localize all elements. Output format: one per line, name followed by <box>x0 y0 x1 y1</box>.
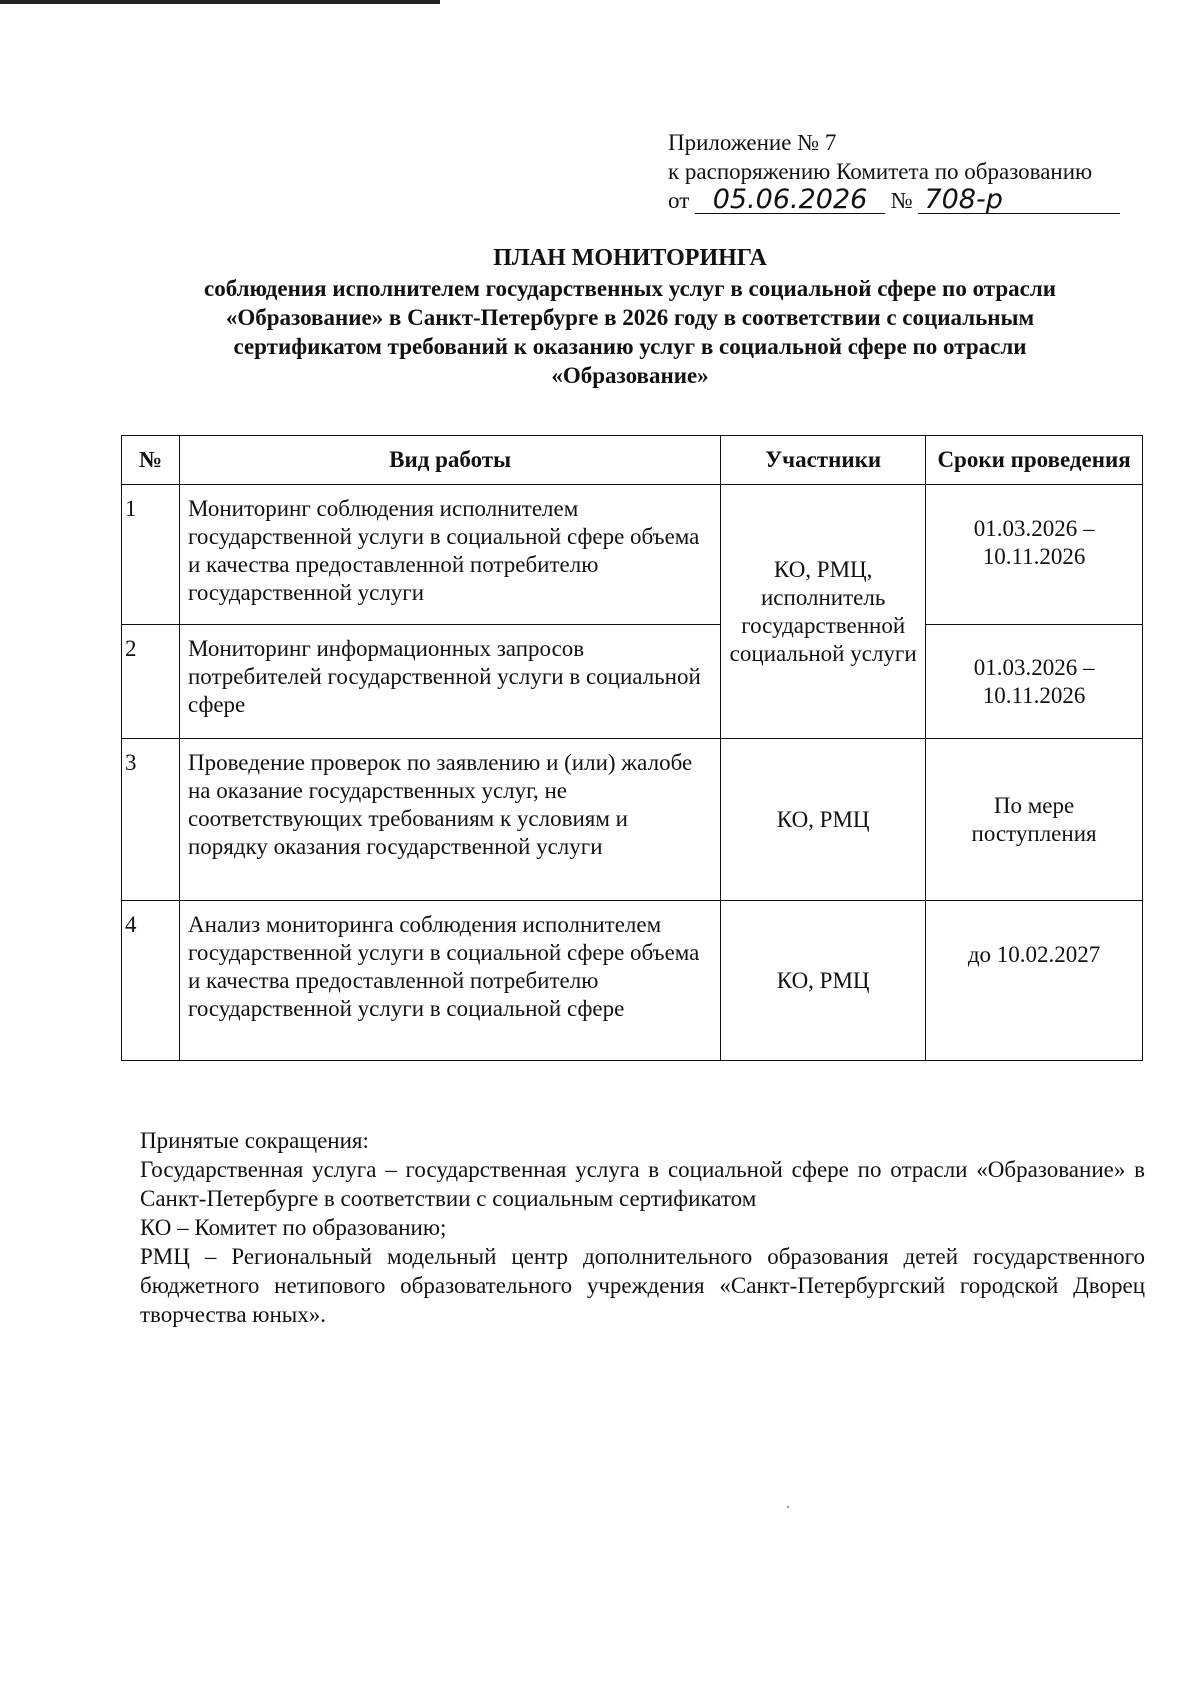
title-line: сертификатом требований к оказанию услуг в социальной сфере по отрасли <box>233 334 1027 359</box>
row-work-type: Мониторинг информационных запросов потребителей государственной услуги в социальной сфере <box>179 625 720 739</box>
table-row <box>122 901 1143 1061</box>
row-participants: КО, РМЦ, исполнитель государственной социальной услуги <box>721 485 926 739</box>
abbreviation-item: Государственная услуга – государственная услуга в социальной сфере по отрасли «Образование» в Санкт-Петербурге в соответствии с социальным сертификатом <box>140 1157 1145 1211</box>
header-work-type: Вид работы <box>179 436 720 485</box>
table-row <box>122 625 1143 739</box>
title-line: «Образование» в Санкт-Петербурге в 2026 году в соответствии с социальным <box>225 305 1035 330</box>
handwritten-date: 05.06.2026 <box>695 187 885 214</box>
annex-block <box>668 128 1120 215</box>
header-participants: Участники <box>721 436 926 485</box>
abbreviations-section <box>140 1126 1145 1329</box>
number-label: № <box>890 188 913 213</box>
title-main: ПЛАН МОНИТОРИНГА <box>493 245 767 271</box>
header-dates: Сроки проведения <box>926 436 1143 485</box>
table-row <box>122 485 1143 625</box>
row-work-type: Мониторинг соблюдения исполнителем государственной услуги в социальной сфере объема и качества предоставленной потребителю государственной услуги <box>179 485 720 625</box>
row-dates: По мере поступления <box>926 739 1143 901</box>
abbreviation-item: КО – Комитет по образованию; <box>140 1215 447 1240</box>
row-work-type: Анализ мониторинга соблюдения исполнителем государственной услуги в социальной сфере объема и качества предоставленной потребителю государственной услуги в социальной сфере <box>179 901 720 1061</box>
scan-edge-mark <box>0 0 440 4</box>
scan-speck <box>787 1506 789 1508</box>
title-line: «Образование» <box>551 363 709 388</box>
title-line: соблюдения исполнителем государственных услуг в социальной сфере по отрасли <box>203 276 1056 301</box>
header-no: № <box>122 436 180 485</box>
row-number: 1 <box>122 485 180 625</box>
row-work-type: Проведение проверок по заявлению и (или) жалобе на оказание государственных услуг, не соответствующих требованиям к условиям и порядку оказания государственной услуги <box>179 739 720 901</box>
row-number: 4 <box>122 901 180 1061</box>
annex-date-number-line <box>668 186 1120 215</box>
abbreviations-heading: Принятые сокращения: <box>140 1128 369 1153</box>
abbreviation-item: РМЦ – Региональный модельный центр дополнительного образования детей государственного бюджетного нетипового образовательного учреждения «Санкт-Петербургский городской Дворец творчества юных». <box>140 1244 1145 1327</box>
table-header-row <box>122 436 1143 485</box>
document-title <box>150 244 1110 390</box>
row-participants: КО, РМЦ <box>721 901 926 1061</box>
annex-title: Приложение № 7 <box>668 130 837 155</box>
table-row <box>122 739 1143 901</box>
from-label: от <box>668 188 690 213</box>
annex-order-ref: к распоряжению Комитета по образованию <box>668 159 1093 184</box>
monitoring-plan-table <box>121 435 1143 1061</box>
row-participants: КО, РМЦ <box>721 739 926 901</box>
handwritten-number: 708-р <box>918 187 1120 214</box>
row-number: 3 <box>122 739 180 901</box>
row-dates: 01.03.2026 – 10.11.2026 <box>926 625 1143 739</box>
row-dates: 01.03.2026 – 10.11.2026 <box>926 485 1143 625</box>
row-number: 2 <box>122 625 180 739</box>
row-dates: до 10.02.2027 <box>926 901 1143 1061</box>
